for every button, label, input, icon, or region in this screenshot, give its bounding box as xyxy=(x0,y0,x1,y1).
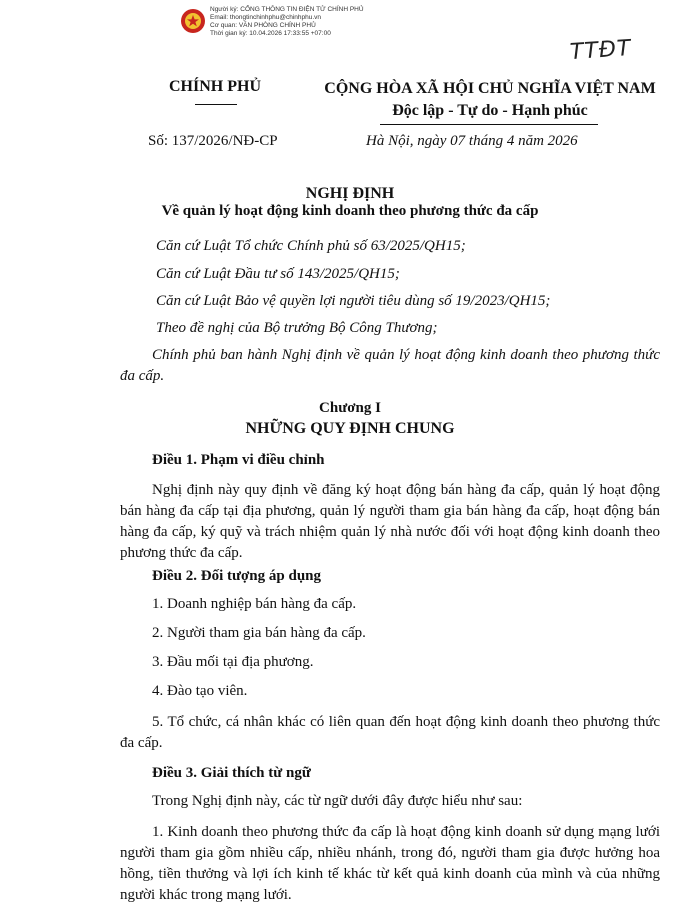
article-3-intro: Trong Nghị định này, các từ ngữ dưới đây được hiểu như sau: xyxy=(152,793,523,809)
basis-item: Căn cứ Luật Tổ chức Chính phủ số 63/2025/QH15; xyxy=(156,238,466,254)
article-3-heading: Điều 3. Giải thích từ ngữ xyxy=(152,765,311,781)
chapter-title: NHỮNG QUY ĐỊNH CHUNG xyxy=(245,420,455,437)
national-heading xyxy=(320,78,660,122)
place-date: Hà Nội, ngày 07 tháng 4 năm 2026 xyxy=(366,133,578,149)
basis-item: Căn cứ Luật Đầu tư số 143/2025/QH15; xyxy=(156,266,400,282)
article-2-heading: Điều 2. Đối tượng áp dụng xyxy=(152,568,322,584)
article-2-item: 2. Người tham gia bán hàng đa cấp. xyxy=(152,625,366,641)
motto-underline xyxy=(380,124,598,125)
signature-signer: Người ký: CỔNG THÔNG TIN ĐIỆN TỬ CHÍNH PHỦ xyxy=(210,6,364,13)
article-2-item: 3. Đầu mối tại địa phương. xyxy=(152,654,314,670)
article-3-definition: 1. Kinh doanh theo phương thức đa cấp là hoạt động kinh doanh sử dụng mạng lưới người tham gia gồm nhiều cấp, nhiều nhánh, trong đó, người tham gia được hưởng hoa hồng, tiền thưởng và lợi ích kinh tế khác từ kết quả kinh doanh của mình và của những người khác trong mạng lưới. xyxy=(120,824,660,903)
article-2-item: 1. Doanh nghiệp bán hàng đa cấp. xyxy=(152,596,357,612)
article-2-item: 4. Đào tạo viên. xyxy=(152,683,248,699)
signature-email: Email: thongtinchinhphu@chinhphu.vn xyxy=(210,14,322,21)
chapter-number: Chương I xyxy=(319,400,381,416)
national-motto: Độc lập - Tự do - Hạnh phúc xyxy=(392,102,588,119)
national-emblem-icon xyxy=(180,8,206,34)
document-type: NGHỊ ĐỊNH xyxy=(305,185,395,202)
article-1-text: Nghị định này quy định về đăng ký hoạt động bán hàng đa cấp, quản lý hoạt động bán hàng đa cấp tại địa phương, quản lý người tham gia bán hàng đa cấp, hoạt động bán hàng đa cấp, ký quỹ và trách nhiệm quản lý nhà nước đối với hoạt động kinh doanh theo phương thức đa cấp. xyxy=(120,482,660,561)
issuer-underline xyxy=(195,104,237,105)
issuer-name: CHÍNH PHỦ xyxy=(169,78,261,95)
article-2-item: 5. Tổ chức, cá nhân khác có liên quan đến hoạt động kinh doanh theo phương thức đa cấp. xyxy=(120,714,660,751)
signature-agency: Cơ quan: VĂN PHÒNG CHÍNH PHỦ xyxy=(210,22,316,29)
article-1-heading: Điều 1. Phạm vi điều chỉnh xyxy=(152,452,325,468)
handwritten-note: TTĐT xyxy=(569,35,633,66)
basis-item: Theo đề nghị của Bộ trưởng Bộ Công Thương; xyxy=(156,320,438,336)
nation-title: CỘNG HÒA XÃ HỘI CHỦ NGHĨA VIỆT NAM xyxy=(324,80,656,97)
document-number: Số: 137/2026/NĐ-CP xyxy=(148,133,278,149)
promulgation-statement: Chính phủ ban hành Nghị định về quản lý hoạt động kinh doanh theo phương thức đa cấp. xyxy=(120,347,660,384)
document-subject: Về quản lý hoạt động kinh doanh theo phương thức đa cấp xyxy=(161,203,539,219)
signature-time: Thời gian ký: 10.04.2026 17:33:55 +07:00 xyxy=(210,30,331,37)
basis-item: Căn cứ Luật Bảo vệ quyền lợi người tiêu dùng số 19/2023/QH15; xyxy=(156,293,551,309)
